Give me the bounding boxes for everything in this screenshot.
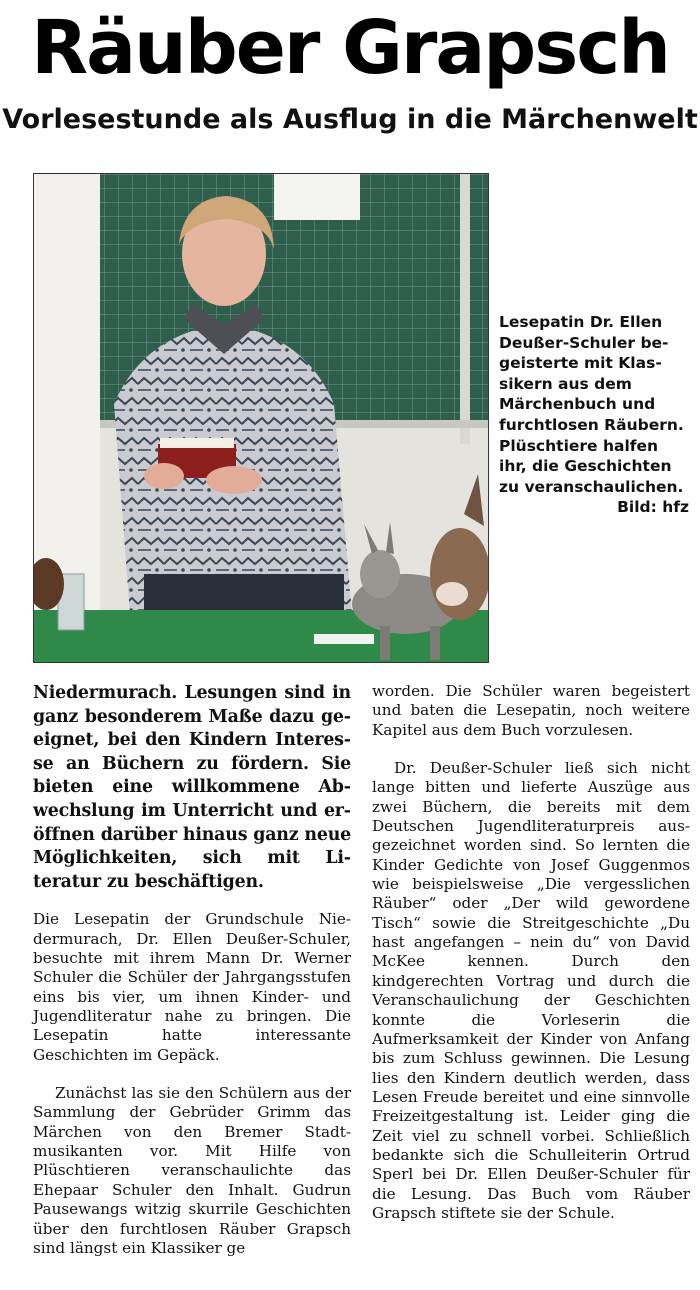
photo-credit: Bild: hfz [617,498,689,517]
subheadline: Vorlesestunde als Ausflug in die Märchenwelt [2,104,698,135]
photo-illustration [34,174,488,662]
reading-woman-photo [33,173,489,663]
article-column-left [33,682,351,1258]
article-column-right [372,682,690,1223]
body-paragraph: Zunächst las sie den Schülern aus der Sammlung der Gebrüder Grimm das Märchen von den Bremer Stadtmusikanten vor. Mit Hilfe von Plüschtieren veranschaulichte das Ehepaar Schuler den Inhalt. Gudrun Pausewangs witzig skurrile Geschichten über den furchtlosen Räuber Grapsch sind längst ein Klassiker ge [33,1084,351,1257]
body-paragraph: Dr. Deußer-Schuler ließ sich nicht lange bitten und lieferte Auszüge aus zwei Büchern, die bereits mit dem Deutschen Jugendliteraturpreis ausgezeichnet worden sind. So lernten die Kinder Gedichte von Josef Guggenmos wie beispielsweise „Die vergesslichen Räuber“ oder „Der wild gewordene Tisch“ sowie die Streitgeschichte „Du hast angefangen – nein du“ von David McKee kennen. Durch den kindgerechten Vortrag und durch die Veranschaulichung der Geschichten konnte die Vorleserin die Aufmerksamkeit der Kinder von Anfang bis zum Schluss gewinnen. Die Lesung lies den Kindern deutlich werden, dass Lesen Freude bereitet und eine sinnvolle Freizeitgestaltung ist. Leider ging die Zeit viel zu schnell vorbei. Schließlich bedankte sich die Schulleiterin Ortrud Sperl bei Dr. Ellen Deußer-Schuler für die Lesung. Das Buch vom Räuber Grapsch stiftete sie der Schule. [372,759,690,1222]
caption-text: Lesepatin Dr. Ellen Deußer-Schuler begeisterte mit Klassikern aus dem Märchenbuch und furchtlosen Räubern. Plüschtiere halfen ihr, die Geschichten zu veranschaulichen. [499,313,684,496]
photo-caption [499,312,689,518]
body-paragraph: worden. Die Schüler waren begeistert und baten die Lesepatin, noch weitere Kapitel aus dem Buch vorzulesen. [372,682,690,739]
headline: Räuber Grapsch [31,5,669,91]
body-paragraph: Die Lesepatin der Grundschule Niedermurach, Dr. Ellen Deußer-Schuler, besuchte mit ihrem Mann Dr. Werner Schuler die Schüler der Jahrgangsstufen eins bis vier, um ihnen Kinder- und Jugendliteratur nahe zu bringen. Die Lesepatin hatte interessante Geschichten im Gepäck. [33,910,351,1064]
lead-paragraph: Niedermurach. Lesungen sind in ganz besonderem Maße dazu geeignet, bei den Kindern Interesse an Büchern zu fördern. Sie bieten eine willkommene Abwechslung im Unterricht und eröffnen darüber hinaus ganz neue Möglichkeiten, sich mit Literatur zu beschäftigen. [33,683,351,892]
